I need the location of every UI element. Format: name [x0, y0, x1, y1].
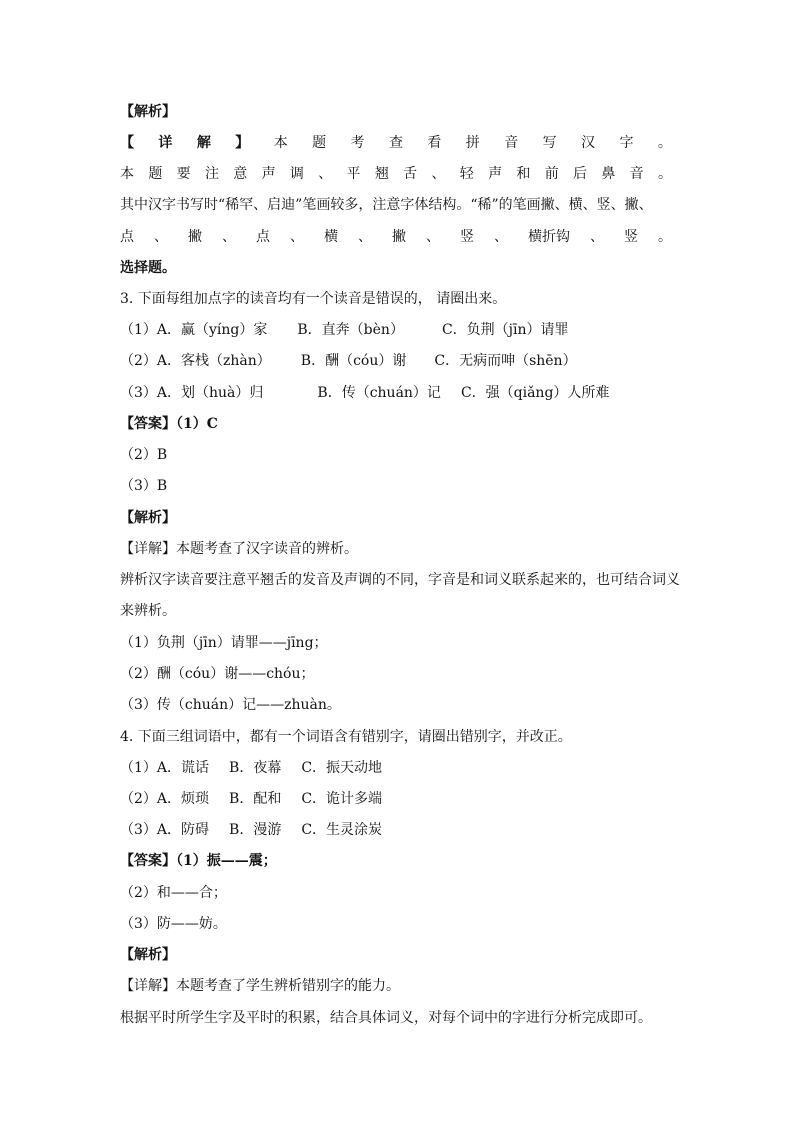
question-title: 4. 下面三组词语中，都有一个词语含有错别字，请圈出错别字，并改正。 — [120, 729, 572, 745]
paragraph-line: 来辨析。 — [120, 603, 176, 619]
paragraph-line: 辨析汉字读音要注意平翘舌的发音及声调的不同，字音是和词义联系起来的，也可结合词义 — [120, 572, 680, 588]
spread-char: 音 — [629, 166, 644, 182]
spread-char: 。 — [658, 229, 672, 245]
answer-line: （3）B — [120, 478, 168, 494]
spread-char: 、 — [431, 166, 446, 182]
detail-line: 【详解】本题考查了学生辨析错别字的能力。 — [120, 978, 400, 994]
option-row — [120, 757, 672, 779]
option-a: （2）A．客栈（zhàn） — [120, 353, 271, 369]
spread-char: 、 — [318, 166, 333, 182]
spread-char: 、 — [290, 229, 304, 245]
spread-char: 详 — [158, 135, 173, 151]
detail-line: 【详解】本题考查了汉字读音的辨析。 — [120, 541, 358, 557]
spread-char: 舌 — [403, 166, 418, 182]
spread-char: 翘 — [374, 166, 389, 182]
paragraph-line: 根据平时所学生字及平时的积累，结合具体词义，对每个词中的字进行分析完成即可。 — [120, 1010, 652, 1026]
spread-char: 题 — [148, 166, 163, 182]
spread-char: 意 — [233, 166, 248, 182]
spread-char: 本 — [120, 166, 134, 182]
spread-char: 、 — [494, 229, 508, 245]
option-b: B．传（chuán）记 — [317, 385, 441, 401]
spread-char: 】 — [235, 135, 250, 151]
spread-char: 本 — [273, 135, 288, 151]
spread-char: 和 — [516, 166, 531, 182]
spread-char: 撇 — [392, 229, 406, 245]
spread-char: 、 — [358, 229, 372, 245]
paragraph-line: 其中汉字书写时“稀罕、启迪”笔画较多，注意字体结构。“稀”的笔画撇、横、竖、撇、 — [120, 197, 653, 213]
option-b: B．配和 — [229, 791, 282, 807]
question-title: 3. 下面每组加点字的读音均有一个读音是错误的， 请圈出来。 — [120, 291, 507, 307]
spread-char: 后 — [573, 166, 587, 182]
spread-char: 。 — [657, 166, 672, 182]
spread-char: 调 — [289, 166, 304, 182]
spread-char: 竖 — [460, 229, 474, 245]
spread-char: 点 — [256, 229, 270, 245]
spread-char: 横 — [324, 229, 338, 245]
option-a: （3）A．防碍 — [120, 822, 210, 838]
section-heading: 【解析】 — [120, 104, 176, 120]
spread-char: 【 — [120, 135, 134, 151]
option-a: （3）A．划（huà）归 — [120, 385, 264, 401]
paragraph-line-justified — [120, 226, 672, 248]
option-c: C．无病而呻（shēn） — [434, 353, 577, 369]
paragraph-line-justified — [120, 163, 672, 185]
spread-char: 点 — [120, 229, 134, 245]
fix-line: （1）负荆（jīn）请罪——jīng； — [120, 635, 328, 651]
fix-line: （3）传（chuán）记——zhuàn。 — [120, 697, 341, 713]
spread-char: 轻 — [459, 166, 474, 182]
answer-line: （3）防——妨。 — [120, 916, 227, 932]
spread-char: 竖 — [624, 229, 638, 245]
option-c: C．诡计多端 — [301, 791, 383, 807]
option-row — [120, 382, 672, 404]
detail-line-justified — [120, 132, 672, 154]
option-row — [120, 319, 672, 341]
spread-char: 要 — [176, 166, 191, 182]
option-b: B．夜幕 — [229, 760, 282, 776]
answer-label: 【答案】（1）C — [120, 416, 218, 432]
spread-char: 声 — [488, 166, 503, 182]
option-c: C．负荆（jīn）请罪 — [441, 322, 569, 338]
spread-char: 撇 — [188, 229, 202, 245]
spread-char: 注 — [204, 166, 219, 182]
section-heading: 【解析】 — [120, 510, 176, 526]
spread-char: 查 — [388, 135, 403, 151]
spread-char: 解 — [196, 135, 211, 151]
answer-label: 【答案】（1）振——震； — [120, 853, 277, 869]
spread-char: 鼻 — [601, 166, 616, 182]
section-heading: 选择题。 — [120, 260, 176, 276]
spread-char: 题 — [312, 135, 327, 151]
spread-char: 音 — [504, 135, 519, 151]
section-heading: 【解析】 — [120, 947, 176, 963]
spread-char: 考 — [350, 135, 365, 151]
option-row — [120, 788, 672, 810]
option-a: （2）A．烦琐 — [120, 791, 210, 807]
option-c: C．强（qiǎng）人所难 — [460, 385, 610, 401]
spread-char: 、 — [154, 229, 168, 245]
option-row — [120, 350, 672, 372]
spread-char: 看 — [427, 135, 442, 151]
spread-char: 写 — [542, 135, 557, 151]
spread-char: 、 — [590, 229, 604, 245]
option-c: C．振天动地 — [301, 760, 383, 776]
spread-char: 平 — [346, 166, 361, 182]
option-b: B．酬（cóu）谢 — [300, 353, 407, 369]
spread-char: 横折钩 — [528, 229, 570, 245]
spread-char: 前 — [544, 166, 559, 182]
answer-line — [120, 413, 672, 435]
option-b: B．直奔（bèn） — [297, 322, 404, 338]
spread-char: 拼 — [465, 135, 480, 151]
spread-char: 字 — [619, 135, 634, 151]
spread-char: 、 — [222, 229, 236, 245]
spread-char: 声 — [261, 166, 276, 182]
answer-line: （2）和——合； — [120, 885, 227, 901]
spread-char: 。 — [657, 135, 672, 151]
option-row — [120, 819, 672, 841]
option-b: B．漫游 — [229, 822, 282, 838]
spread-char: 汉 — [581, 135, 596, 151]
option-a: （1）A．谎话 — [120, 760, 210, 776]
answer-line — [120, 850, 672, 872]
answer-line: （2）B — [120, 447, 168, 463]
spread-char: 、 — [426, 229, 440, 245]
fix-line: （2）酬（cóu）谢——chóu； — [120, 666, 315, 682]
option-a: （1）A．赢（yíng）家 — [120, 322, 268, 338]
option-c: C．生灵涂炭 — [301, 822, 383, 838]
